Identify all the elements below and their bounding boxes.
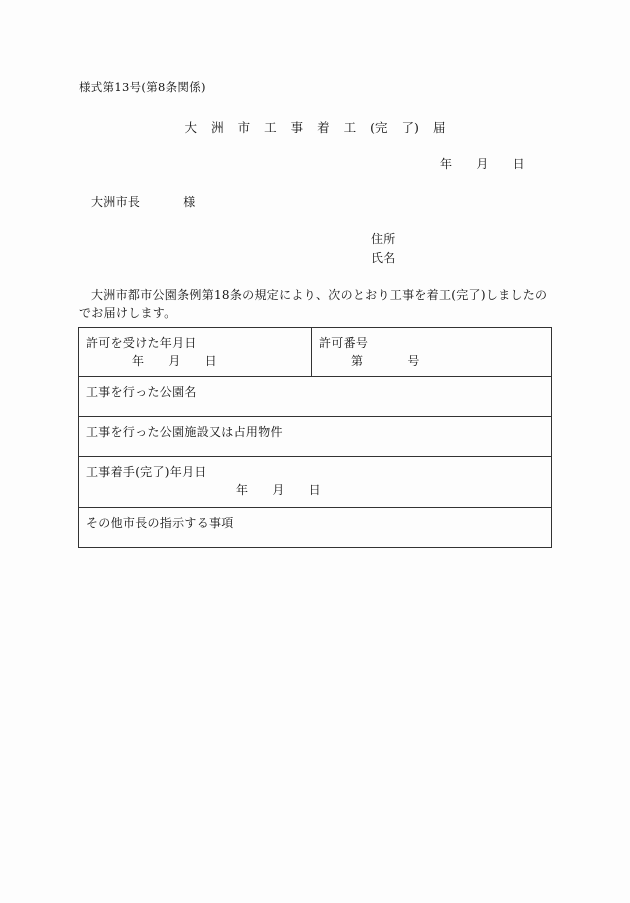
number-prefix: 第 bbox=[351, 354, 364, 368]
year-label: 年 bbox=[132, 354, 145, 368]
title-char: 工 bbox=[343, 120, 357, 135]
work-date-value bbox=[86, 481, 544, 499]
work-date-cell bbox=[79, 457, 552, 508]
title-char: 市 bbox=[237, 120, 251, 135]
table-row bbox=[79, 328, 552, 377]
park-name-cell bbox=[79, 377, 552, 417]
facility-label: 工事を行った公園施設又は占用物件 bbox=[86, 425, 283, 439]
document-title bbox=[0, 118, 630, 136]
title-char: 着 bbox=[317, 120, 330, 135]
title-char: 事 bbox=[290, 120, 304, 135]
other-cell bbox=[79, 508, 552, 548]
permit-number-label: 許可番号 bbox=[319, 336, 369, 350]
honorific: 様 bbox=[183, 195, 196, 209]
other-label: その他市長の指示する事項 bbox=[86, 516, 234, 530]
park-name-label: 工事を行った公園名 bbox=[86, 385, 197, 399]
title-char: 大 bbox=[184, 120, 198, 135]
year-label: 年 bbox=[440, 157, 453, 171]
title-char: (完 bbox=[370, 120, 388, 135]
month-label: 月 bbox=[272, 483, 285, 497]
day-label: 日 bbox=[204, 354, 217, 368]
submission-date bbox=[440, 155, 525, 172]
title-char: 工 bbox=[264, 120, 277, 135]
body-text: 大洲市都市公園条例第18条の規定により、次のとおり工事を着工(完了)しましたのでお届けします。 bbox=[79, 288, 548, 320]
month-label: 月 bbox=[476, 157, 489, 171]
table-row bbox=[79, 508, 552, 548]
title-char: 了) bbox=[401, 120, 419, 135]
work-date-label: 工事着手(完了)年月日 bbox=[86, 465, 207, 479]
permit-date-label: 許可を受けた年月日 bbox=[86, 336, 197, 350]
name-label: 氏名 bbox=[371, 251, 396, 265]
title-char: 洲 bbox=[211, 120, 224, 135]
month-label: 月 bbox=[168, 354, 181, 368]
number-suffix: 号 bbox=[407, 354, 420, 368]
year-label: 年 bbox=[236, 483, 249, 497]
day-label: 日 bbox=[512, 157, 525, 171]
facility-cell bbox=[79, 417, 552, 457]
address-label: 住所 bbox=[371, 232, 396, 246]
addressee-label: 大洲市長 bbox=[91, 195, 141, 209]
info-table bbox=[78, 327, 552, 548]
table-row bbox=[79, 457, 552, 508]
permit-number-value bbox=[319, 352, 544, 370]
permit-number-cell bbox=[312, 328, 552, 377]
permit-date-cell bbox=[79, 328, 312, 377]
table-row bbox=[79, 377, 552, 417]
permit-date-value bbox=[86, 352, 304, 370]
title-char: 届 bbox=[432, 120, 446, 135]
table-row bbox=[79, 417, 552, 457]
addressee bbox=[91, 193, 196, 210]
day-label: 日 bbox=[308, 483, 321, 497]
form-number: 様式第13号(第8条関係) bbox=[79, 80, 206, 94]
